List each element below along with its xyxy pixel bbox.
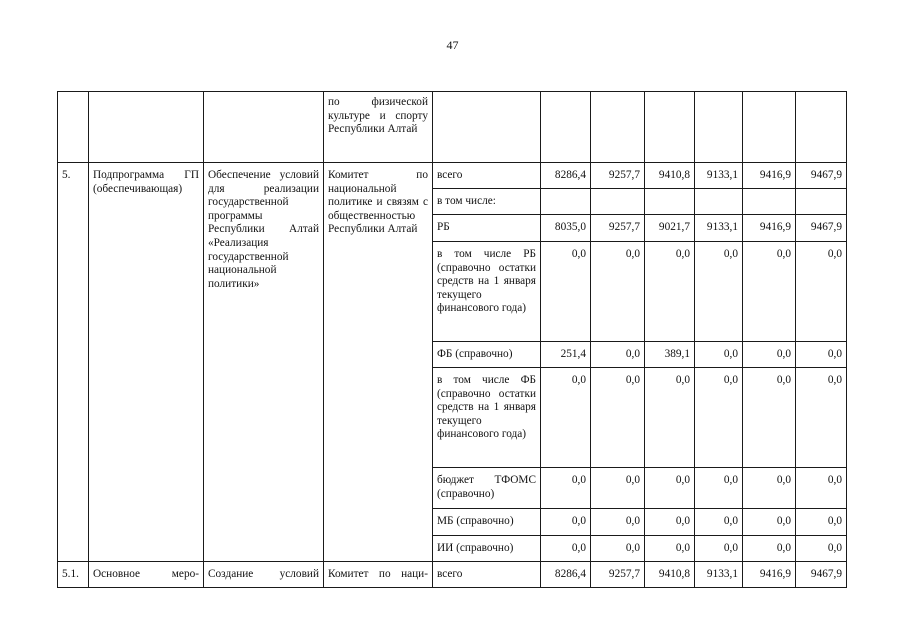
value-cell: 0,0	[695, 342, 743, 368]
program-name-cell	[89, 163, 204, 562]
row-number-cell	[58, 92, 89, 163]
source-cell: РБ	[433, 215, 541, 242]
value-cell: 0,0	[695, 468, 743, 509]
value-cell: 251,4	[541, 342, 591, 368]
source-cell: ИИ (справочно)	[433, 536, 541, 562]
value-cell: 9467,9	[796, 163, 847, 189]
program-name-cell	[89, 562, 204, 588]
value-cell: 0,0	[743, 536, 796, 562]
executor-cell	[324, 92, 433, 163]
goal-cell	[204, 163, 324, 562]
value-cell: 0,0	[541, 468, 591, 509]
source-cell: всего	[433, 562, 541, 588]
value-cell: 9416,9	[743, 163, 796, 189]
row-number-cell: 5.	[58, 163, 89, 562]
value-cell	[591, 189, 645, 215]
value-cell: 0,0	[796, 468, 847, 509]
value-cell: 0,0	[591, 242, 645, 342]
value-cell: 0,0	[743, 368, 796, 468]
value-cell: 9467,9	[796, 562, 847, 588]
source-cell	[433, 368, 541, 468]
goal-cell	[204, 92, 324, 163]
value-cell: 0,0	[695, 368, 743, 468]
value-cell: 0,0	[796, 242, 847, 342]
value-cell: 0,0	[541, 368, 591, 468]
value-cell: 0,0	[645, 509, 695, 536]
page-number: 47	[446, 38, 459, 52]
value-cell: 0,0	[541, 242, 591, 342]
value-cell: 0,0	[645, 536, 695, 562]
value-cell: 8286,4	[541, 163, 591, 189]
source-text: в том числе ФБ (справочно остатки средств на 1 января текущего финансового года)	[437, 374, 536, 441]
value-cell	[645, 189, 695, 215]
value-cell: 0,0	[695, 242, 743, 342]
source-cell	[433, 242, 541, 342]
value-cell: 0,0	[743, 468, 796, 509]
source-cell: ФБ (справочно)	[433, 342, 541, 368]
budget-table	[57, 91, 847, 588]
executor-text: по физической культуре и спорту Республики Алтай	[328, 96, 428, 136]
source-text: бюджет ТФОМС (справочно)	[437, 474, 536, 500]
value-cell: 9133,1	[695, 215, 743, 242]
value-cell	[695, 92, 743, 163]
value-cell: 0,0	[796, 509, 847, 536]
value-cell: 0,0	[591, 468, 645, 509]
value-cell: 9257,7	[591, 163, 645, 189]
value-cell: 9257,7	[591, 562, 645, 588]
goal-cell	[204, 562, 324, 588]
value-cell: 9133,1	[695, 163, 743, 189]
value-cell: 0,0	[743, 342, 796, 368]
table-row	[58, 163, 847, 189]
value-cell	[743, 92, 796, 163]
value-cell: 8035,0	[541, 215, 591, 242]
value-cell: 0,0	[796, 536, 847, 562]
goal-text: Создание условий	[208, 568, 319, 580]
program-name-text: Подпрограмма ГП (обеспечивающая)	[93, 169, 199, 195]
value-cell: 9416,9	[743, 562, 796, 588]
executor-cell	[324, 562, 433, 588]
executor-cell	[324, 163, 433, 562]
value-cell: 0,0	[645, 368, 695, 468]
value-cell	[743, 189, 796, 215]
value-cell	[645, 92, 695, 163]
value-cell: 0,0	[591, 509, 645, 536]
table-row	[58, 562, 847, 588]
value-cell: 0,0	[743, 242, 796, 342]
value-cell	[591, 92, 645, 163]
source-cell	[433, 468, 541, 509]
value-cell: 0,0	[541, 536, 591, 562]
source-text: в том числе РБ (справочно остатки средств на 1 января текущего финансового года)	[437, 248, 536, 315]
value-cell: 0,0	[645, 468, 695, 509]
value-cell: 9410,8	[645, 562, 695, 588]
value-cell: 0,0	[796, 342, 847, 368]
program-name-cell	[89, 92, 204, 163]
value-cell: 9467,9	[796, 215, 847, 242]
value-cell: 0,0	[695, 509, 743, 536]
source-cell: всего	[433, 163, 541, 189]
goal-text: Обеспечение условий для реализации государственной программы Республики Алтай «Реализация государственной национальной политики»	[208, 169, 319, 290]
executor-text: Комитет по нaци-	[328, 568, 428, 580]
value-cell: 0,0	[591, 342, 645, 368]
value-cell: 389,1	[645, 342, 695, 368]
executor-text: Комитет по национальной политике и связям с общественностью Республики Алтай	[328, 169, 428, 236]
source-cell: МБ (справочно)	[433, 509, 541, 536]
value-cell: 0,0	[695, 536, 743, 562]
value-cell: 0,0	[541, 509, 591, 536]
value-cell: 9021,7	[645, 215, 695, 242]
program-name-text: Основное меро-	[93, 568, 199, 580]
value-cell: 0,0	[645, 242, 695, 342]
value-cell: 9257,7	[591, 215, 645, 242]
value-cell: 9416,9	[743, 215, 796, 242]
row-number-cell: 5.1.	[58, 562, 89, 588]
value-cell	[541, 92, 591, 163]
source-cell: в том числе:	[433, 189, 541, 215]
continuation-row	[58, 92, 847, 163]
value-cell: 0,0	[591, 536, 645, 562]
value-cell: 0,0	[591, 368, 645, 468]
value-cell	[695, 189, 743, 215]
value-cell	[541, 189, 591, 215]
value-cell	[796, 92, 847, 163]
value-cell: 8286,4	[541, 562, 591, 588]
value-cell: 9410,8	[645, 163, 695, 189]
source-cell	[433, 92, 541, 163]
value-cell	[796, 189, 847, 215]
value-cell: 0,0	[743, 509, 796, 536]
value-cell: 0,0	[796, 368, 847, 468]
value-cell: 9133,1	[695, 562, 743, 588]
